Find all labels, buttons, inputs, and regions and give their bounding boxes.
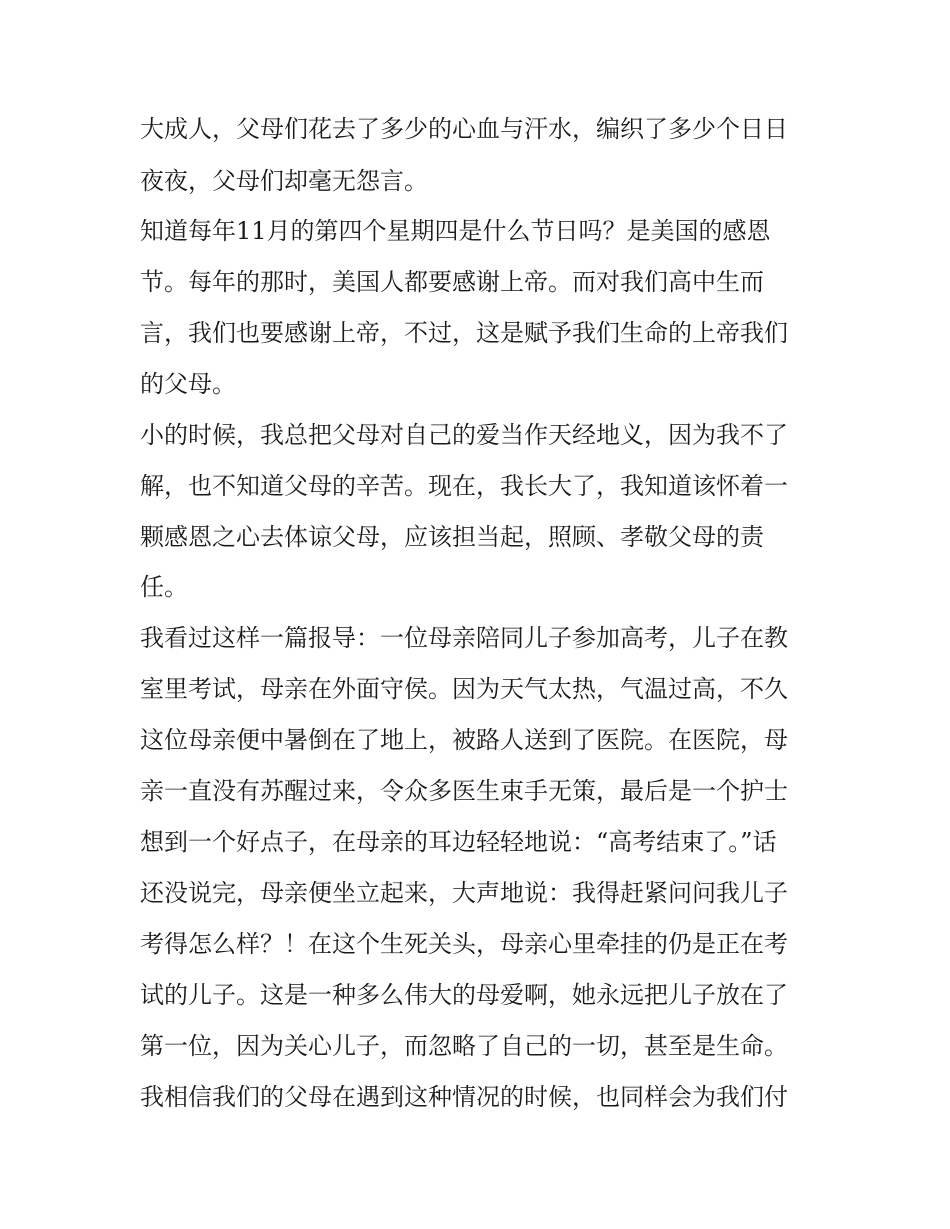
text-line: 想到一个好点子，在母亲的耳边轻轻地说：“高考结束了。”话	[140, 828, 777, 856]
text-line: 亲一直没有苏醒过来，令众多医生束手无策，最后是一个护士	[140, 777, 788, 805]
text-line: 任。	[140, 573, 188, 601]
text-line: 我看过这样一篇报导：一位母亲陪同儿子参加高考，儿子在教	[140, 624, 788, 652]
text-line: 室里考试，母亲在外面守侯。因为天气太热，气温过高，不久	[140, 675, 788, 703]
text-line: 解，也不知道父母的辛苦。现在，我长大了，我知道该怀着一	[140, 472, 788, 500]
text-line: 节。每年的那时，美国人都要感谢上帝。而对我们高中生而	[140, 268, 764, 296]
text-line: 考得怎么样？！在这个生死关头，母亲心里牵挂的仍是正在考	[140, 930, 788, 958]
text-line: 还没说完，母亲便坐立起来，大声地说：我得赶紧问问我儿子	[140, 879, 788, 907]
text-line: 颗感恩之心去体谅父母，应该担当起，照顾、孝敬父母的责	[140, 523, 764, 551]
text-line: 的父母。	[140, 370, 236, 398]
text-line: 夜夜，父母们却毫无怨言。	[140, 167, 428, 195]
text-line: 第一位，因为关心儿子，而忽略了自己的一切，甚至是生命。	[140, 1032, 788, 1060]
text-line: 知道每年11月的第四个星期四是什么节日吗？是美国的感恩	[140, 217, 771, 245]
text-line: 言，我们也要感谢上帝，不过，这是赋予我们生命的上帝我们	[140, 319, 788, 347]
text-line: 大成人，父母们花去了多少的心血与汗水，编织了多少个日日	[140, 115, 788, 143]
text-line: 小的时候，我总把父母对自己的爱当作天经地义，因为我不了	[140, 421, 788, 449]
text-line: 试的儿子。这是一种多么伟大的母爱啊，她永远把儿子放在了	[140, 981, 788, 1009]
text-line: 这位母亲便中暑倒在了地上，被路人送到了医院。在医院，母	[140, 726, 788, 754]
text-line: 我相信我们的父母在遇到这种情况的时候，也同样会为我们付	[140, 1083, 788, 1111]
